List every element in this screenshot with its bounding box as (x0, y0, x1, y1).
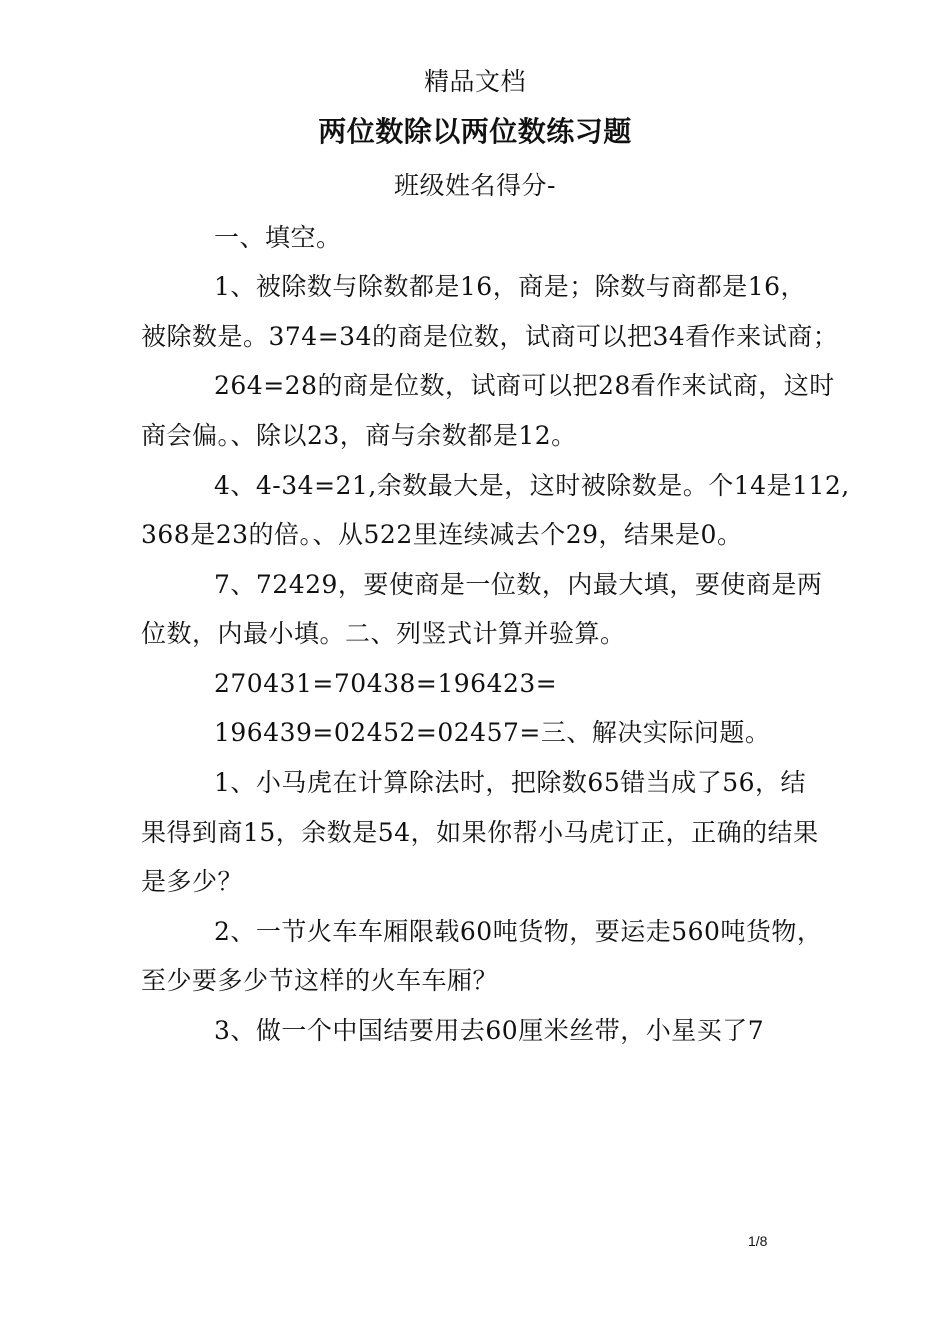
document-title: 两位数除以两位数练习题 (318, 115, 632, 148)
document-header: 精品文档 (423, 67, 526, 96)
calculation-line: 196439=02452=02457=三、解决实际问题。 (214, 718, 771, 747)
problem-line: 是多少？ (141, 867, 244, 896)
question-line: 7、72429，要使商是一位数，内最大填，要使商是两 (214, 570, 823, 599)
question-line: 位数，内最小填。二、列竖式计算并验算。 (141, 619, 626, 648)
section-heading-fill-blank: 一、填空。 (214, 223, 342, 252)
problem-line: 1、小马虎在计算除法时，把除数65错当成了56，结 (214, 768, 807, 797)
problem-line: 至少要多少节这样的火车车厢？ (141, 966, 499, 995)
problem-line: 2、一节火车车厢限载60吨货物，要运走560吨货物， (214, 917, 823, 946)
class-name-score-line: 班级姓名得分- (394, 171, 556, 200)
calculation-line: 270431=70438=196423= (214, 669, 558, 698)
problem-line: 果得到商15，余数是54，如果你帮小马虎订正，正确的结果 (141, 818, 819, 847)
question-line: 1、被除数与除数都是16，商是；除数与商都是16， (214, 272, 807, 301)
problem-line: 3、做一个中国结要用去60厘米丝带，小星买了7 (214, 1016, 765, 1045)
question-line: 264=28的商是位数，试商可以把28看作来试商，这时 (214, 371, 835, 400)
page-number: 1/8 (748, 1233, 768, 1249)
question-line: 商会偏。、除以23，商与余数都是12。 (141, 421, 577, 450)
question-line: 368是23的倍。、从522里连续减去个29，结果是0。 (141, 520, 743, 549)
question-line: 4、4-34=21,余数最大是，这时被除数是。个14是112, (214, 471, 850, 500)
question-line: 被除数是。374=34的商是位数，试商可以把34看作来试商； (141, 322, 839, 351)
